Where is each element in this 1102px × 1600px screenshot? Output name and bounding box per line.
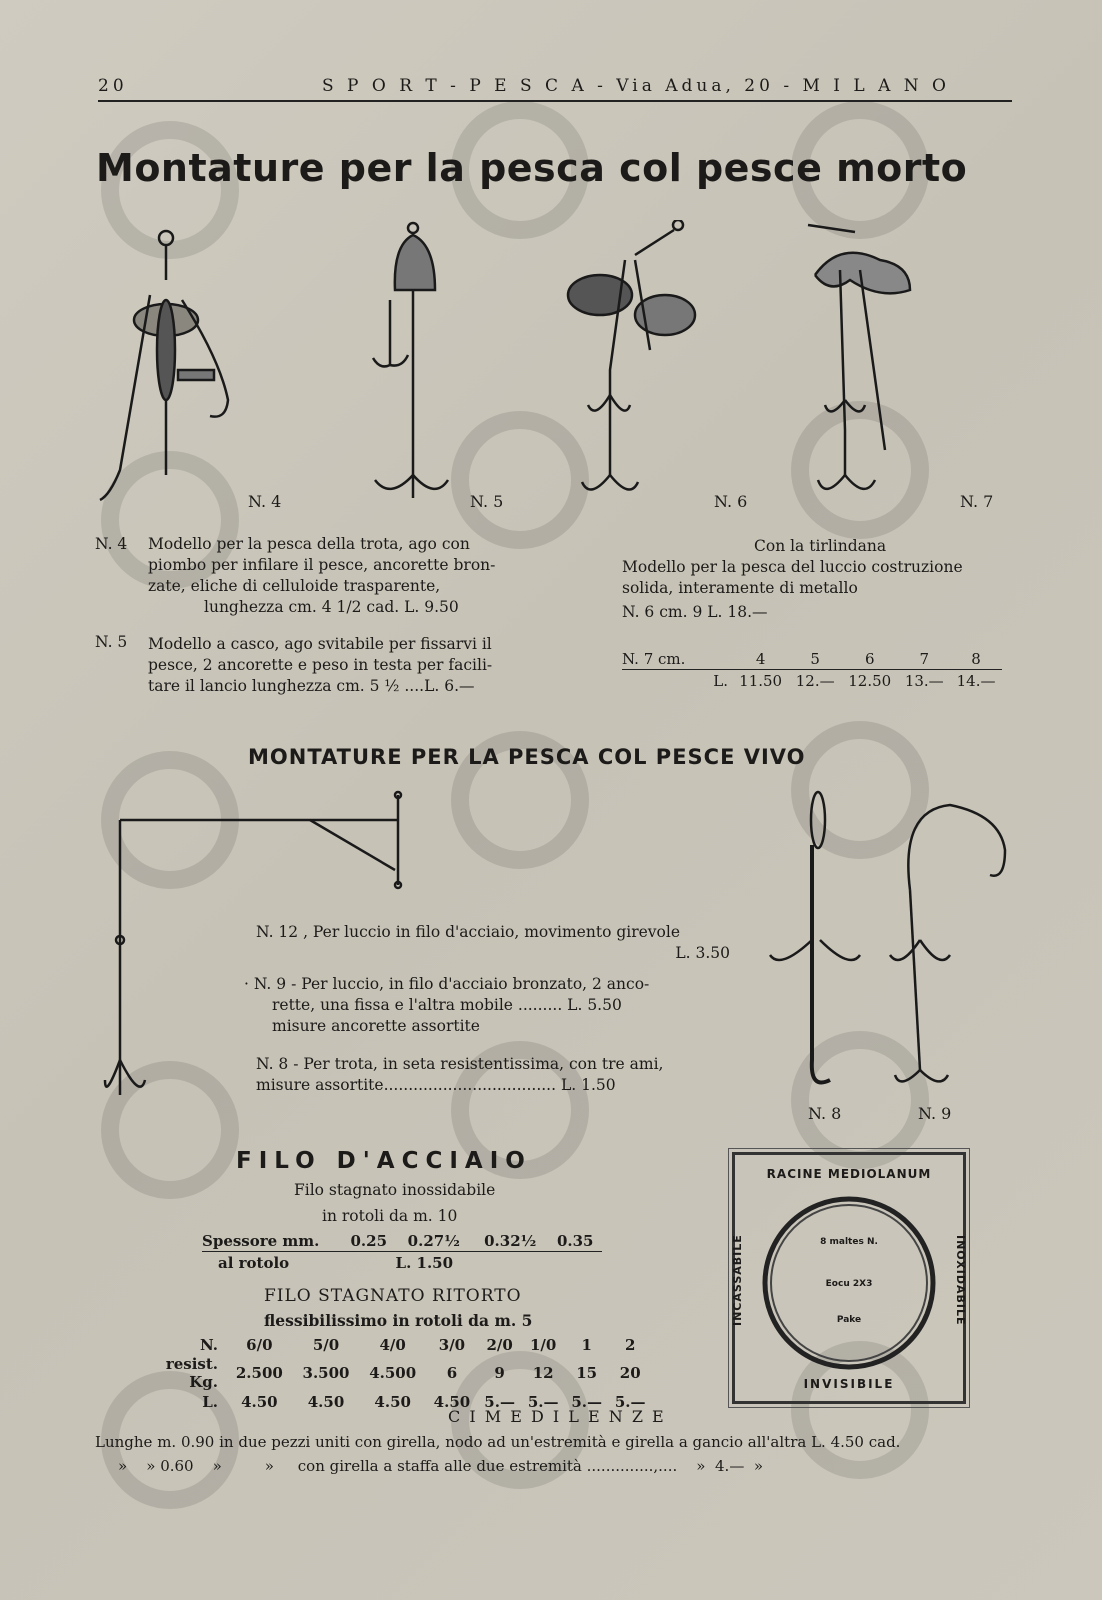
racine-inner-text-1: 8 maltes N. <box>820 1237 878 1247</box>
page-number: 20 <box>98 76 128 96</box>
n4-description: Modello per la pesca della trota, ago con piombo per infilare il pesce, ancorette bron- zate, eliche di celluloide trasparente, lunghezza cm. 4 1/2 cad. L. 9.50 <box>148 535 496 616</box>
racine-right-label: INOXIDABILE <box>954 1234 967 1326</box>
racine-inner-text-2: Eocu 2X3 <box>825 1279 873 1289</box>
filo-acciaio-sub1: Filo stagnato inossidabile <box>294 1181 496 1199</box>
racine-top-label: RACINE MEDIOLANUM <box>766 1167 932 1181</box>
page-title: Montature per la pesca col pesce morto <box>96 146 968 190</box>
racine-bottom-label: INVISIBILE <box>803 1377 895 1391</box>
figure-label-n8: N. 8 <box>808 1104 842 1123</box>
n4-label: N. 4 <box>95 535 128 553</box>
figure-label-n7: N. 7 <box>960 492 994 511</box>
cime-line-2: » » 0.60 » » con girella a staffa alle due estremità ..............,.... » 4.— » <box>118 1457 764 1475</box>
header-rule <box>98 100 1012 102</box>
filo-acciaio-heading: FILO D'ACCIAIO <box>236 1148 532 1174</box>
racine-mediolanum-box <box>732 1152 966 1404</box>
rig-n4-drawing <box>100 231 228 500</box>
rig-n8-n9-drawings <box>760 790 1020 1110</box>
n8-description: N. 8 - Per trota, in seta resistentissima, con tre ami, misure assortite................................... L. 1.50 <box>256 1055 664 1094</box>
n9-description: · N. 9 - Per luccio, in filo d'acciaio bronzato, 2 anco- rette, una fissa e l'altra mobile ......... L. 5.50 misure ancorette assortite <box>244 975 650 1035</box>
figure-label-n5: N. 5 <box>470 492 504 511</box>
live-bait-heading: MONTATURE PER LA PESCA COL PESCE VIVO <box>248 745 806 769</box>
filo-ritorto-heading: FILO STAGNATO RITORTO <box>264 1286 522 1306</box>
dead-bait-illustrations <box>90 220 1010 520</box>
n7-size-price-table: N. 7 cm. 4 5 6 7 8 L. 11.50 12.— 12.50 13.— 14.— <box>622 648 1002 691</box>
filo-acciaio-table: Spessore mm. 0.25 0.27½ 0.32½ 0.35 al rotolo L. 1.50 <box>202 1230 602 1273</box>
filo-ritorto-sub: flessibilissimo in rotoli da m. 5 <box>264 1311 533 1330</box>
cime-line-1: Lunghe m. 0.90 in due pezzi uniti con girella, nodo ad un'estremità e girella a gancio all'altra L. 4.50 cad. <box>95 1433 901 1451</box>
figure-label-n4: N. 4 <box>248 492 282 511</box>
n5-description: Modello a casco, ago svitabile per fissarvi il pesce, 2 ancorette e peso in testa per facili- tare il lancio lunghezza cm. 5 ½ ....L. 6.— <box>148 635 493 695</box>
filo-ritorto-table: N. 6/0 5/0 4/0 3/0 2/0 1/0 1 2 resist. Kg. 2.500 3.500 4.500 6 9 12 15 20 L. 4.50 4.50 4.50 4.50 5.— 5.— 5.— 5.— <box>165 1335 646 1411</box>
rig-n5-drawing <box>373 223 448 498</box>
tirlindana-description: Con la tirlindana Modello per la pesca del luccio costruzione solida, interamente di metallo N. 6 cm. 9 L. 18.— <box>622 537 963 621</box>
rig-n6-drawing <box>568 220 695 490</box>
racine-left-label: INCASSABILE <box>731 1234 744 1326</box>
figure-label-n9: N. 9 <box>918 1104 952 1123</box>
publisher-header: S P O R T - P E S C A - Via Adua, 20 - M I L A N O <box>322 76 950 96</box>
cime-heading: C I M E D I L E N Z E <box>448 1407 666 1426</box>
racine-inner-text-3: Pake <box>836 1315 862 1325</box>
filo-acciaio-sub2: in rotoli da m. 10 <box>322 1207 458 1225</box>
figure-label-n6: N. 6 <box>714 492 748 511</box>
n5-label: N. 5 <box>95 633 128 651</box>
n12-description: N. 12 , Per luccio in filo d'acciaio, movimento girevole L. 3.50 <box>256 923 730 962</box>
rig-n7-drawing <box>808 225 910 489</box>
